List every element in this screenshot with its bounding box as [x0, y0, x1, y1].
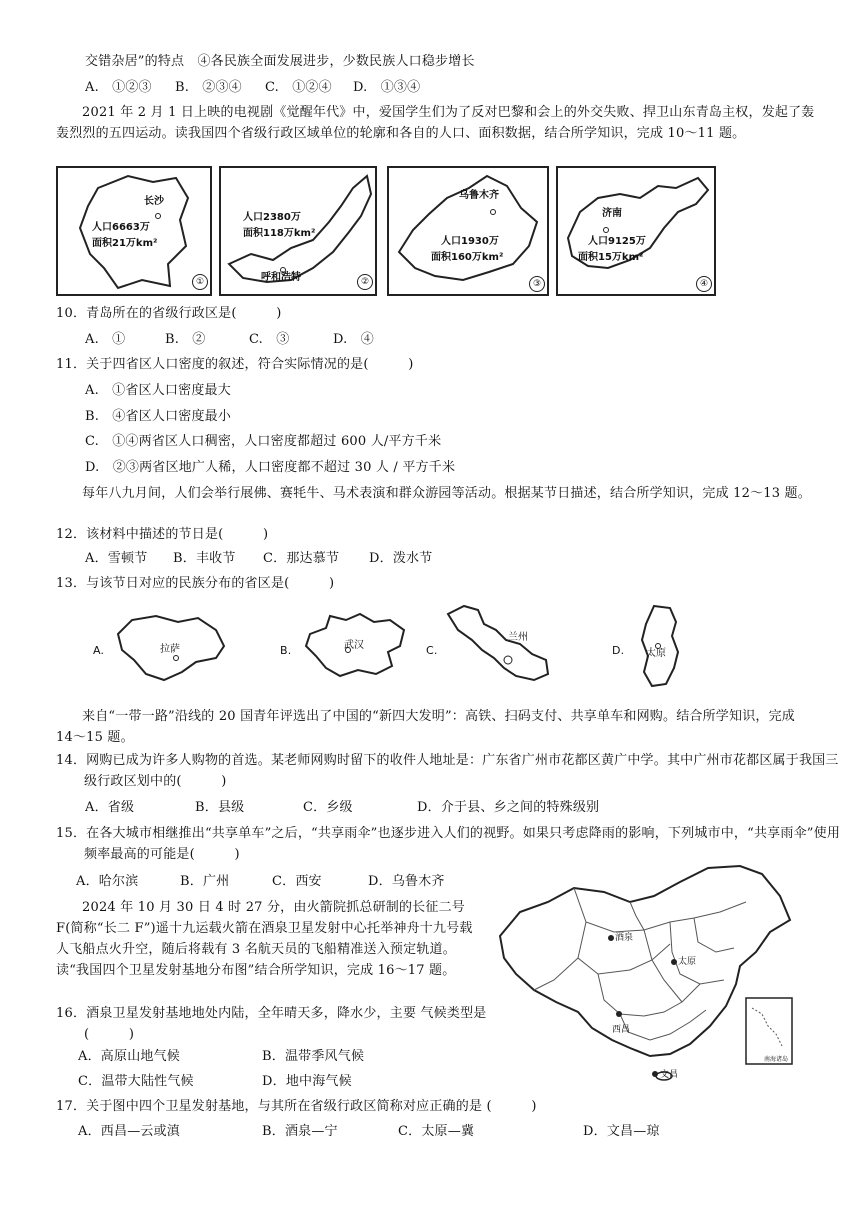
q16-stem: 16．酒泉卫星发射基地地处内陆，全年晴天多，降水少，主要 气候类型是 ( )	[56, 1006, 487, 1042]
q12-option-b[interactable]: B．丰收节	[173, 551, 236, 566]
q13-option-b-letter[interactable]: B.	[280, 644, 292, 657]
q11-option-d[interactable]: D. ②③两省区地广人稀，人口密度都不超过 30 人 / 平方千米	[85, 460, 456, 475]
q12-option-a[interactable]: A．雪顿节	[85, 551, 148, 566]
q13-option-a-letter[interactable]: A.	[93, 644, 105, 657]
q13-option-d-letter[interactable]: D.	[612, 644, 625, 657]
q14-option-a[interactable]: A．省级	[85, 800, 135, 815]
q9-option-c[interactable]: C. ①②④	[265, 80, 332, 95]
province-map-3	[387, 166, 549, 296]
map2-area: 面积118万km²	[243, 228, 316, 239]
province-map-1	[56, 166, 212, 296]
map3-number: ③	[529, 276, 545, 292]
q11-option-c[interactable]: C. ①④两省区人口稠密，人口密度都超过 600 人/平方千米	[85, 434, 442, 449]
map4-city: 济南	[602, 208, 622, 219]
china-launch-site-map	[494, 862, 798, 1082]
label-taiyuan: 太原	[678, 957, 697, 967]
map4-pop: 人口9125万	[588, 236, 646, 247]
q14-option-d[interactable]: D．介于县、乡之间的特殊级别	[417, 800, 600, 815]
q17-option-d[interactable]: D．文昌—琼	[583, 1124, 660, 1139]
province-outline-4	[558, 168, 714, 294]
q16-option-c[interactable]: C．温带大陆性气候	[78, 1074, 194, 1089]
intro-q12-13: 每年八九月间，人们会举行展佛、赛牦牛、马术表演和群众游园等活动。根据某节日描述，结合所学知识，完成 12～13 题。	[82, 486, 811, 501]
province-map-2	[219, 166, 377, 296]
q9-option-a[interactable]: A. ①②③	[85, 80, 152, 95]
q13-option-b-city: 武汉	[344, 640, 364, 651]
label-wenchang: 文昌	[660, 1070, 679, 1080]
q13-option-c-letter[interactable]: C.	[426, 644, 438, 657]
q9-option-d[interactable]: D. ①③④	[353, 80, 421, 95]
province-map-4	[556, 166, 716, 296]
map1-pop: 人口6663万	[92, 222, 150, 233]
intro-q14-15: 来自“一带一路”沿线的 20 国青年评选出了中国的“新四大发明”：高铁、扫码支付、共享单车和网购。结合所学知识，完成 14～15 题。	[56, 709, 795, 745]
q17-option-c[interactable]: C．太原—冀	[398, 1124, 475, 1139]
q10-option-c[interactable]: C. ③	[249, 332, 290, 347]
q11-option-a[interactable]: A. ①省区人口密度最大	[85, 383, 231, 398]
q15-stem: 15．在各大城市相继推出“共享单车”之后，“共享雨伞”也逐步进入人们的视野。如果只考虑降雨的影响，下列城市中，“共享雨伞”使用频率最高的可能是( )	[56, 826, 841, 862]
q13-option-d-city: 太原	[646, 648, 666, 659]
q13-option-d-map[interactable]	[636, 602, 684, 690]
q12-stem: 12．该材料中描述的节日是( )	[56, 527, 269, 542]
q11-stem: 11．关于四省区人口密度的叙述，符合实际情况的是( )	[56, 357, 414, 372]
province-outline-3	[389, 168, 547, 294]
q16-option-b[interactable]: B．温带季风气候	[262, 1049, 365, 1064]
map1-city: 长沙	[144, 196, 164, 207]
q9-continuation: 交错杂居”的特点 ④各民族全面发展进步，少数民族人口稳步增长	[85, 54, 475, 69]
q16-option-a[interactable]: A．高原山地气候	[78, 1049, 180, 1064]
map2-pop: 人口2380万	[243, 212, 301, 223]
q15-option-d[interactable]: D．乌鲁木齐	[368, 874, 445, 889]
map3-city: 乌鲁木齐	[459, 190, 499, 201]
map3-area: 面积160万km²	[431, 252, 504, 263]
map1-area: 面积21万km²	[92, 238, 158, 249]
q11-option-b[interactable]: B. ④省区人口密度最小	[85, 409, 232, 424]
map1-number: ①	[192, 274, 208, 290]
q13-option-a-city: 拉萨	[160, 644, 180, 655]
q14-option-c[interactable]: C．乡级	[303, 800, 353, 815]
q10-option-d[interactable]: D. ④	[333, 332, 374, 347]
q17-option-b[interactable]: B．酒泉—宁	[262, 1124, 338, 1139]
q13-option-c-city: 兰州	[508, 632, 528, 643]
q12-option-c[interactable]: C．那达慕节	[263, 551, 340, 566]
q10-stem: 10．青岛所在的省级行政区是( )	[56, 306, 282, 321]
q15-option-a[interactable]: A．哈尔滨	[76, 874, 139, 889]
q12-option-d[interactable]: D．泼水节	[369, 551, 433, 566]
map2-city: 呼和浩特	[261, 272, 301, 283]
q14-stem: 14．网购已成为许多人购物的首选。某老师网购时留下的收件人地址是：广东省广州市花都区黄广中学。其中广州市花都区属于我国三级行政区划中的( )	[56, 753, 839, 789]
label-xichang: 西昌	[612, 1025, 631, 1035]
q10-option-b[interactable]: B. ②	[165, 332, 206, 347]
map3-pop: 人口1930万	[441, 236, 499, 247]
q10-option-a[interactable]: A. ①	[85, 332, 126, 347]
label-jiuquan: 酒泉	[615, 933, 634, 943]
q16-option-d[interactable]: D．地中海气候	[262, 1074, 352, 1089]
label-south-china-sea-inset: 南海诸岛	[764, 1056, 789, 1063]
map4-number: ④	[696, 276, 712, 292]
intro-q16-17: 2024 年 10 月 30 日 4 时 27 分，由火箭院抓总研制的长征二号 F(简称“长二 F”)遥十九运载火箭在酒泉卫星发射中心托举神舟十九号载人飞船点火升空，随后将载有 3 名航天员的飞船精准送入预定轨道。读“我国四个卫星发射基地分布图”结合所学知识，完成 16～17 题。	[56, 900, 473, 978]
map4-area: 面积15万km²	[578, 252, 644, 263]
q13-stem: 13．与该节日对应的民族分布的省区是( )	[56, 576, 335, 591]
q17-option-a[interactable]: A．西昌—云或滇	[78, 1124, 180, 1139]
q13-option-c-map[interactable]	[444, 600, 554, 686]
q15-option-b[interactable]: B．广州	[180, 874, 230, 889]
intro-q10-11: 2021 年 2 月 1 日上映的电视剧《觉醒年代》中，爱国学生们为了反对巴黎和会上的外交失败、捍卫山东青岛主权，发起了轰轰烈烈的五四运动。读我国四个省级行政区域单位的轮廓和各自的人口、面积数据，结合所学知识，完成 10～11 题。	[56, 105, 815, 141]
q15-option-c[interactable]: C．西安	[272, 874, 322, 889]
q9-option-b[interactable]: B. ②③④	[175, 80, 242, 95]
q17-stem: 17．关于图中四个卫星发射基地，与其所在省级行政区简称对应正确的是 ( )	[56, 1099, 537, 1114]
q14-option-b[interactable]: B．县级	[195, 800, 245, 815]
map2-number: ②	[357, 274, 373, 290]
